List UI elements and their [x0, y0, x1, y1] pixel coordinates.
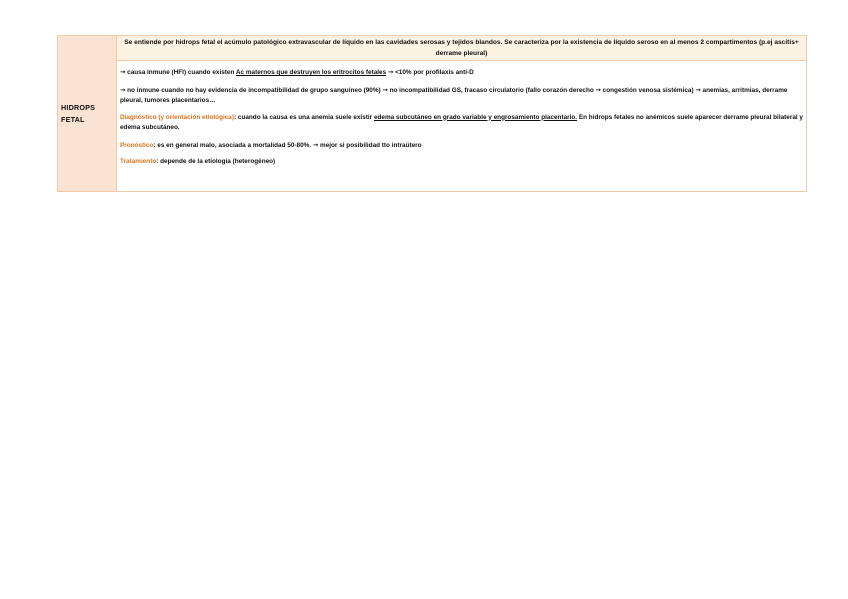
non-immune-detail-3: anemias, arritmias, derrame pleural, tumores placentarios… — [120, 86, 788, 104]
row-label: HIDROPS FETAL — [61, 102, 96, 124]
non-immune-detail-2: congestión venosa sistémica) — [600, 86, 696, 94]
diagnosis-text: : cuando la causa es una anemia suele existir — [233, 113, 374, 121]
arrow-icon: → — [387, 68, 394, 76]
diagnosis-underlined: edema subcutáneo en grado variable y engrosamiento placentario. — [373, 113, 578, 121]
prognosis-text: : es en general malo, asociada a mortalidad 50-80%. — [153, 141, 313, 149]
arrow-icon: → — [120, 85, 126, 94]
diagnosis-paragraph — [120, 113, 803, 134]
content-column — [117, 36, 806, 191]
hidrops-table — [57, 35, 807, 192]
immune-cause-underlined: Ac maternos que destruyen los eritrocitos fetales — [235, 69, 387, 76]
arrow-icon: → — [312, 140, 319, 149]
immune-cause-note: <10% por profilaxis anti-D — [393, 69, 474, 76]
diagnosis-text-2: En hidrops fetales no anémicos suele aparecer derrame pleural bilateral y edema subcutáneo. — [120, 113, 803, 131]
prognosis-label: Pronóstico — [120, 141, 154, 149]
diagnosis-label: Diagnóstico (y orientación etiológica) — [120, 113, 234, 121]
immune-cause-paragraph — [120, 67, 803, 79]
treatment-text: : depende de la etiología (heterogéneo) — [156, 158, 276, 165]
arrow-icon: → — [695, 85, 701, 94]
arrow-icon: → — [120, 68, 126, 76]
non-immune-detail-1: no incompatibilidad GS, fracaso circulatorio (fallo corazón derecho — [387, 86, 596, 94]
details-cell — [117, 61, 806, 174]
non-immune-paragraph — [120, 85, 803, 107]
arrow-icon: → — [382, 85, 388, 94]
prognosis-text-2: mejor si posibilidad tto intraútero — [318, 141, 422, 149]
treatment-label: Tratamiento — [120, 158, 157, 165]
arrow-icon: → — [595, 85, 601, 94]
treatment-paragraph — [120, 157, 803, 168]
immune-cause-text: causa inmune (HFI) cuando existen — [127, 69, 236, 76]
non-immune-text: no inmune cuando no hay evidencia de incompatibilidad de grupo sanguíneo (90%) — [127, 86, 383, 94]
row-label-cell — [58, 36, 117, 191]
definition-header: Se entiende por hidrops fetal el acúmulo patológico extravascular de líquido en las cavidades serosas y tejidos blandos. Se caracteriza por la existencia de líquido seroso en al menos 2 compartimentos (p.ej ascitis+ derrame pleural) — [117, 36, 806, 61]
prognosis-paragraph — [120, 140, 803, 152]
